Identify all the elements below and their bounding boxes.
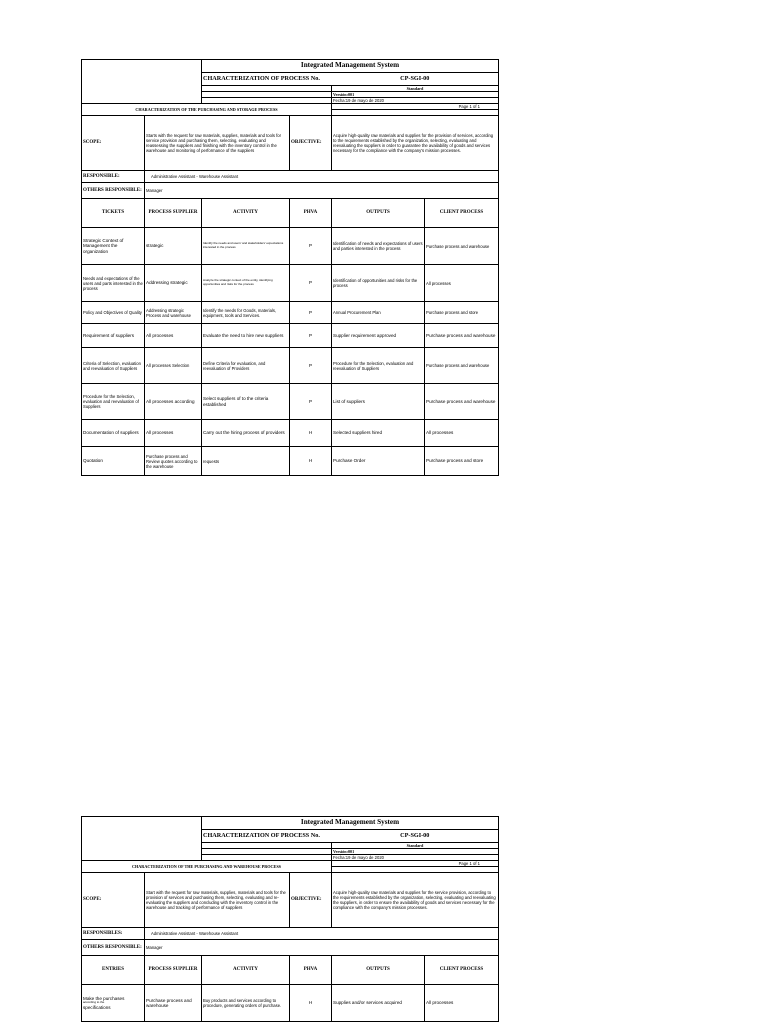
table-row	[82, 324, 499, 348]
version-label: Versión:001	[332, 92, 499, 98]
client-cell: Purchase process and warehouse	[425, 384, 499, 420]
date-label: Fecha:19 de mayo de 2020	[332, 98, 499, 104]
version-label: Versión:001	[332, 849, 499, 855]
table-header-row	[82, 199, 499, 228]
col-header: OUTPUTS	[332, 199, 425, 228]
objective-label: OBJECTIVE:	[290, 873, 332, 928]
activity-cell: Identify the needs for Goods, materials, equipment, tools and Services.	[202, 302, 290, 324]
entry-end: specifications	[83, 1004, 111, 1010]
table-row	[82, 265, 499, 302]
scope-text: Starts with the request for raw materials, supplies, materials and tools for service provision and purchasing them, selecting, evaluating and reassessing the suppliers and finishing with the inventory control in the warehouse and monitoring of performance of the suppliers	[145, 116, 290, 171]
others-responsible-value: Manager	[145, 940, 499, 956]
phva-cell: P	[290, 302, 332, 324]
table-row	[82, 384, 499, 420]
process-title: CHARACTERIZATION OF THE PURCHASING AND WAREHOUSE PROCESS	[82, 861, 332, 873]
process-table	[81, 955, 499, 1022]
page-label: Page 1 of 1	[332, 104, 499, 110]
activity-cell: Buy products and services according to procedure, generating orders of purchase.	[202, 985, 290, 1022]
table-row	[82, 348, 499, 384]
table-row	[82, 228, 499, 265]
client-cell: Purchase process and store	[425, 302, 499, 324]
others-responsible-label: OTHERS RESPONSIBLE:	[82, 940, 145, 956]
client-cell: All processes	[425, 265, 499, 302]
entry-cell: Quotation	[82, 447, 145, 476]
client-cell: All processes	[425, 985, 499, 1022]
client-cell: All processes	[425, 420, 499, 447]
supplier-cell: Addressing strategic	[145, 265, 202, 302]
activity-cell: requests	[202, 447, 290, 476]
phva-cell: P	[290, 384, 332, 420]
output-cell: Purchase Order	[332, 447, 425, 476]
table-row	[82, 985, 499, 1022]
client-cell: Purchase process and store	[425, 447, 499, 476]
col-header: OUTPUTS	[332, 956, 425, 985]
entry-cell: Strategic Context of Management the organization	[82, 228, 145, 265]
phva-cell: H	[290, 420, 332, 447]
process-sheet-2	[81, 816, 498, 1022]
responsible-label: RESPONSIBLES:	[82, 928, 145, 940]
phva-cell: H	[290, 447, 332, 476]
scope-text: Start with the request for raw materials, supplies, materials and tools for the provision of services and purchasing them, selecting, evaluating and re-evaluating the suppliers and concluding with the inventory control in the warehouse and tracking of performance of suppliers	[145, 873, 290, 928]
supplier-cell: Purchase process and warehouse	[145, 985, 202, 1022]
process-sheet-1	[81, 59, 498, 476]
output-cell: Selected suppliers hired	[332, 420, 425, 447]
entry-cell: Needs and expectations of the users and parts interested in the process	[82, 265, 145, 302]
scope-label: SCOPE:	[82, 873, 145, 928]
header-table	[81, 816, 499, 861]
responsible-value: Administrative Assistant - Warehouse Assistant	[145, 928, 499, 940]
entry-cell	[82, 985, 145, 1022]
entry-cell: Criteria of Selection, evaluation and reevaluation of Suppliers	[82, 348, 145, 384]
logo-cell	[82, 60, 202, 104]
logo-cell	[82, 817, 202, 861]
entry-cell: Requirement of suppliers	[82, 324, 145, 348]
col-header: CLIENT PROCESS	[425, 199, 499, 228]
header-table	[81, 59, 499, 104]
output-cell: Procedure for the Selection, evaluation and reevaluation of Suppliers	[332, 348, 425, 384]
client-cell: Purchase process and warehouse	[425, 324, 499, 348]
phva-cell: P	[290, 324, 332, 348]
objective-label: OBJECTIVE:	[290, 116, 332, 171]
phva-cell: P	[290, 228, 332, 265]
table-header-row	[82, 956, 499, 985]
supplier-cell: Purchase process and Review quotes according to the warehouse	[145, 447, 202, 476]
page-label: Page 1 of 1	[332, 861, 499, 867]
col-header: PHVA	[290, 199, 332, 228]
client-cell: Purchase process and warehouse	[425, 228, 499, 265]
col-header: PHVA	[290, 956, 332, 985]
table-row	[82, 420, 499, 447]
entry-cell: Documentation of suppliers	[82, 420, 145, 447]
output-cell: Annual Procurement Plan	[332, 302, 425, 324]
objective-text: Acquire high-quality raw materials and supplies for the service provision, according to the requirements established by the organization, selecting, evaluating and reevaluating the suppliers, in order to ensure the availability of goods and services necessary for the compliance with the company's mission processes.	[332, 873, 499, 928]
responsible-value: Administrative Assistant - Warehouse Assistant	[145, 171, 499, 183]
system-title: Integrated Management System	[202, 817, 499, 830]
supplier-cell: All processes	[145, 324, 202, 348]
phva-cell: H	[290, 985, 332, 1022]
col-header: TICKETS	[82, 199, 145, 228]
entry-cell: Procedure for the Selection, evaluation and reevaluation of Suppliers	[82, 384, 145, 420]
output-cell: Supplies and/or services acquired	[332, 985, 425, 1022]
process-code: CP-SGI-00	[332, 73, 499, 86]
others-responsible-label: OTHERS RESPONSIBLE:	[82, 183, 145, 199]
client-cell: Purchase process and warehouse	[425, 348, 499, 384]
characterization-label: CHARACTERIZATION OF PROCESS No.	[202, 73, 332, 86]
standard-label: Standard	[332, 843, 499, 849]
process-title: CHARACTERIZATION OF THE PURCHASING AND STORAGE PROCESS	[82, 104, 332, 116]
col-header: ACTIVITY	[202, 956, 290, 985]
process-code: CP-SGI-00	[332, 830, 499, 843]
col-header: PROCESS SUPPLIER	[145, 199, 202, 228]
output-cell: Identification of needs and expectations of users and parties interested in the process	[332, 228, 425, 265]
col-header: PROCESS SUPPLIER	[145, 956, 202, 985]
phva-cell: P	[290, 265, 332, 302]
scope-label: SCOPE:	[82, 116, 145, 171]
output-cell: Identification of opportunities and risks for the process	[332, 265, 425, 302]
phva-cell: P	[290, 348, 332, 384]
objective-text: Acquire high-quality raw materials and supplies for the provision of services, according to the requirements established by the organization, selecting, evaluating and reevaluating the suppliers in order to guarantee the availability of goods and services necessary for the compliance with the company's mission processes.	[332, 116, 499, 171]
scope-table	[81, 872, 499, 956]
supplier-cell: All processes	[145, 420, 202, 447]
system-title: Integrated Management System	[202, 60, 499, 73]
activity-cell: Identify the needs and users' and stakeholders' expectations interested in the process	[202, 228, 290, 265]
activity-cell: Select suppliers of to the criteria established	[202, 384, 290, 420]
col-header: CLIENT PROCESS	[425, 956, 499, 985]
supplier-cell: All processes Selection	[145, 348, 202, 384]
others-responsible-value: Manager	[145, 183, 499, 199]
entry-main: Make the purchases	[83, 995, 125, 1001]
supplier-cell: All processes according	[145, 384, 202, 420]
scope-table	[81, 115, 499, 199]
date-label: Fecha:19 de mayo de 2020	[332, 855, 499, 861]
table-row	[82, 302, 499, 324]
responsible-label: RESPONSIBLE:	[82, 171, 145, 183]
output-cell: Supplier requirement approved	[332, 324, 425, 348]
col-header: ACTIVITY	[202, 199, 290, 228]
standard-label: Standard	[332, 86, 499, 92]
characterization-label: CHARACTERIZATION OF PROCESS No.	[202, 830, 332, 843]
entry-small: according to the	[83, 1000, 105, 1005]
output-cell: List of suppliers	[332, 384, 425, 420]
activity-cell: Evaluate the need to hire new suppliers	[202, 324, 290, 348]
entry-cell: Policy and Objectives of Quality	[82, 302, 145, 324]
supplier-cell: Addressing strategic Process and warehouse	[145, 302, 202, 324]
activity-cell: Analyze the strategic context of the entity, identifying opportunities and risks for the process	[202, 265, 290, 302]
supplier-cell: strategic	[145, 228, 202, 265]
activity-cell: Define Criteria for evaluation, and reevaluation of Providers	[202, 348, 290, 384]
col-header: ENTRIES	[82, 956, 145, 985]
activity-cell: Carry out the hiring process of providers	[202, 420, 290, 447]
process-table	[81, 198, 499, 476]
table-row	[82, 447, 499, 476]
